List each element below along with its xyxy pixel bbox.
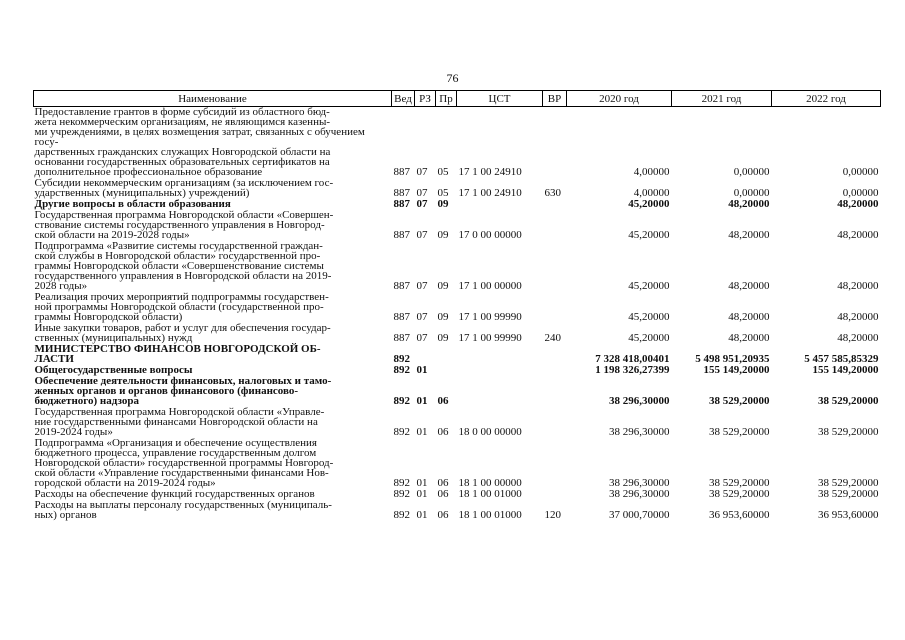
- row-pr: 06: [437, 488, 449, 500]
- row-amount-2021: 155 149,20000: [703, 364, 770, 376]
- row-rz: 01: [416, 509, 428, 521]
- row-pr: [436, 365, 457, 376]
- row-name: Субсидии некоммерческим организациям (за исключением гос- ударственных (муниципальных) учреждений): [34, 177, 334, 199]
- row-ved: 892: [393, 364, 410, 376]
- row-rz: 01: [416, 364, 428, 376]
- row-ved: 887: [393, 166, 410, 178]
- row-amount-2021: 38 529,20000: [709, 426, 770, 438]
- row-pr: 06: [437, 395, 449, 407]
- row-amount-2022: 48,20000: [837, 280, 879, 292]
- row-amount-2020: 45,20000: [628, 311, 670, 323]
- row-cst: 17 1 00 24910: [458, 166, 522, 178]
- header-2022: 2022 год: [772, 91, 881, 107]
- row-ved: 887: [393, 229, 410, 241]
- row-rz: 01: [416, 395, 428, 407]
- row-rz: 01: [416, 477, 428, 489]
- row-ved: 887: [393, 198, 410, 210]
- row-rz: 07: [416, 332, 428, 344]
- table-row: [34, 438, 881, 489]
- row-name: Иные закупки товаров, работ и услуг для обеспечения государ- ственных (муниципальных) нужд: [34, 322, 331, 344]
- row-cst: 17 1 00 99990: [458, 332, 522, 344]
- row-amount-2022: 155 149,20000: [812, 364, 879, 376]
- table-row: [34, 323, 881, 344]
- table-header-row: [34, 91, 881, 107]
- row-rz: [415, 344, 436, 365]
- row-name: Государственная программа Новгородской области «Совершен- ствование системы государственного управления в Новгород- ской области на 2019-2028 годы»: [34, 209, 334, 241]
- row-cst: [457, 365, 543, 376]
- row-cst: 18 1 00 01000: [458, 488, 522, 500]
- budget-table: [33, 90, 881, 521]
- row-amount-2021: 38 529,20000: [709, 395, 770, 407]
- header-vr: ВР: [543, 91, 567, 107]
- header-rz: РЗ: [415, 91, 436, 107]
- table-row: [34, 344, 881, 365]
- row-pr: 06: [437, 477, 449, 489]
- row-amount-2022: 38 529,20000: [818, 477, 879, 489]
- row-amount-2021: 5 498 951,20935: [695, 353, 770, 365]
- row-amount-2020: 38 296,30000: [609, 395, 670, 407]
- row-amount-2020: 38 296,30000: [609, 477, 670, 489]
- row-vr: 630: [544, 187, 561, 199]
- row-cst: [457, 199, 543, 210]
- row-cst: 17 1 00 99990: [458, 311, 522, 323]
- table-body: [34, 107, 881, 522]
- row-vr: [543, 365, 567, 376]
- row-name: Реализация прочих мероприятий подпрограммы государствен- ной программы Новгородской области (государственной про- граммы Новгородской области): [34, 291, 329, 323]
- row-vr: 120: [544, 509, 561, 521]
- row-ved: 887: [393, 311, 410, 323]
- row-vr: [543, 107, 567, 179]
- row-pr: 09: [437, 198, 449, 210]
- row-cst: 18 0 00 00000: [458, 426, 522, 438]
- row-ved: 887: [393, 187, 410, 199]
- header-cst: ЦСТ: [457, 91, 543, 107]
- row-vr: [543, 438, 567, 489]
- row-amount-2020: 4,00000: [633, 187, 670, 199]
- row-pr: 06: [437, 509, 449, 521]
- row-name: Предоставление грантов в форме субсидий из областного бюд- жета некоммерческим организациям, не являющимся казенны- ми учреждениями, в целях возмещения затрат, связанных с обучением госу- дарственных гражданских служащих Новгородской области на основанни государственных образовательных сертификатов на дополнительное профессиональное образование: [34, 106, 365, 178]
- row-cst: 18 1 00 00000: [458, 477, 522, 489]
- row-name: Подпрограмма «Развитие системы государственной граждан- ской службы в Новгородской области» государственной про- граммы Новгородской области «Совершенствование системы государственного управления в Новгородской области на 2019- 2028 годы»: [34, 240, 332, 292]
- row-name: Расходы на обеспечение функций государственных органов: [34, 488, 315, 500]
- row-name: Другие вопросы в области образования: [34, 198, 231, 210]
- header-ved: Вед: [392, 91, 415, 107]
- table-row: [34, 241, 881, 292]
- row-amount-2022: 38 529,20000: [818, 395, 879, 407]
- row-vr: 240: [544, 332, 561, 344]
- row-pr: [436, 344, 457, 365]
- row-name: Обеспечение деятельности финансовых, налоговых и тамо- женных органов и органов финансового (финансово- бюджетного) надзора: [34, 375, 332, 407]
- row-amount-2020: 4,00000: [633, 166, 670, 178]
- row-name: Подпрограмма «Организация и обеспечение осуществления бюджетного процесса, управление государственным долгом Новгородской области» государственной программы Новгород- ской области «Управление государственными финансами Нов- городской области на 2019-2024 годы»: [34, 437, 334, 489]
- header-2020: 2020 год: [567, 91, 672, 107]
- row-amount-2020: 37 000,70000: [609, 509, 670, 521]
- header-name: Наименование: [34, 91, 392, 107]
- row-vr: [543, 241, 567, 292]
- row-amount-2020: 45,20000: [628, 229, 670, 241]
- row-name: Государственная программа Новгородской области «Управле- ние государственными финансами Новгородской области на 2019-2024 годы»: [34, 406, 325, 438]
- row-vr: [543, 376, 567, 407]
- row-pr: 05: [437, 166, 449, 178]
- row-cst: [457, 376, 543, 407]
- row-pr: 09: [437, 332, 449, 344]
- row-rz: 07: [416, 166, 428, 178]
- row-rz: 07: [416, 280, 428, 292]
- row-ved: 892: [393, 509, 410, 521]
- row-amount-2022: 48,20000: [837, 332, 879, 344]
- row-amount-2021: 48,20000: [728, 229, 770, 241]
- header-2021: 2021 год: [672, 91, 772, 107]
- row-vr: [543, 292, 567, 323]
- row-ved: 892: [393, 488, 410, 500]
- row-amount-2022: 36 953,60000: [818, 509, 879, 521]
- row-amount-2021: 48,20000: [728, 198, 770, 210]
- row-amount-2020: 45,20000: [628, 332, 670, 344]
- row-rz: 01: [416, 426, 428, 438]
- row-ved: 892: [393, 477, 410, 489]
- row-amount-2022: 48,20000: [837, 229, 879, 241]
- row-ved: 887: [393, 280, 410, 292]
- row-amount-2020: 1 198 326,27399: [595, 364, 670, 376]
- row-name: МИНИСТЕРСТВО ФИНАНСОВ НОВГОРОДСКОЙ ОБ- ЛАСТИ: [34, 343, 321, 365]
- table-row: [34, 107, 881, 179]
- row-pr: 09: [437, 229, 449, 241]
- row-amount-2022: 5 457 585,85329: [804, 353, 879, 365]
- row-vr: [543, 407, 567, 438]
- page-number: 76: [446, 71, 459, 85]
- row-amount-2022: 0,00000: [842, 166, 879, 178]
- row-amount-2021: 38 529,20000: [709, 477, 770, 489]
- row-amount-2020: 7 328 418,00401: [595, 353, 670, 365]
- row-pr: 09: [437, 311, 449, 323]
- row-amount-2022: 0,00000: [842, 187, 879, 199]
- row-amount-2020: 45,20000: [628, 198, 670, 210]
- row-rz: 07: [416, 198, 428, 210]
- table-row: [34, 376, 881, 407]
- row-amount-2020: 38 296,30000: [609, 488, 670, 500]
- row-cst: 18 1 00 01000: [458, 509, 522, 521]
- header-pr: Пр: [436, 91, 457, 107]
- row-ved: 892: [393, 426, 410, 438]
- row-ved: 892: [393, 395, 410, 407]
- row-pr: 05: [437, 187, 449, 199]
- row-rz: 07: [416, 229, 428, 241]
- row-name: Общегосударственные вопросы: [34, 364, 193, 376]
- row-vr: [543, 344, 567, 365]
- row-name: Расходы на выплаты персоналу государственных (муниципаль- ных) органов: [34, 499, 332, 521]
- table-row: [34, 500, 881, 521]
- row-cst: 17 1 00 00000: [458, 280, 522, 292]
- row-amount-2022: 48,20000: [837, 311, 879, 323]
- row-amount-2022: 38 529,20000: [818, 426, 879, 438]
- row-rz: 07: [416, 187, 428, 199]
- row-vr: [543, 210, 567, 241]
- row-rz: 01: [416, 488, 428, 500]
- table-row: [34, 210, 881, 241]
- row-cst: 17 1 00 24910: [458, 187, 522, 199]
- row-amount-2021: 0,00000: [733, 166, 770, 178]
- table-row: [34, 178, 881, 199]
- table-row: [34, 407, 881, 438]
- row-cst: 17 0 00 00000: [458, 229, 522, 241]
- row-amount-2022: 48,20000: [837, 198, 879, 210]
- row-vr: [543, 199, 567, 210]
- row-ved: 892: [393, 353, 410, 365]
- row-amount-2021: 36 953,60000: [709, 509, 770, 521]
- row-amount-2020: 45,20000: [628, 280, 670, 292]
- row-amount-2021: 48,20000: [728, 311, 770, 323]
- row-amount-2021: 38 529,20000: [709, 488, 770, 500]
- row-ved: 887: [393, 332, 410, 344]
- row-amount-2021: 48,20000: [728, 280, 770, 292]
- row-amount-2021: 0,00000: [733, 187, 770, 199]
- row-cst: [457, 344, 543, 365]
- row-amount-2020: 38 296,30000: [609, 426, 670, 438]
- row-amount-2021: 48,20000: [728, 332, 770, 344]
- row-pr: 06: [437, 426, 449, 438]
- row-vr: [543, 489, 567, 500]
- row-amount-2022: 38 529,20000: [818, 488, 879, 500]
- row-pr: 09: [437, 280, 449, 292]
- row-rz: 07: [416, 311, 428, 323]
- table-row: [34, 292, 881, 323]
